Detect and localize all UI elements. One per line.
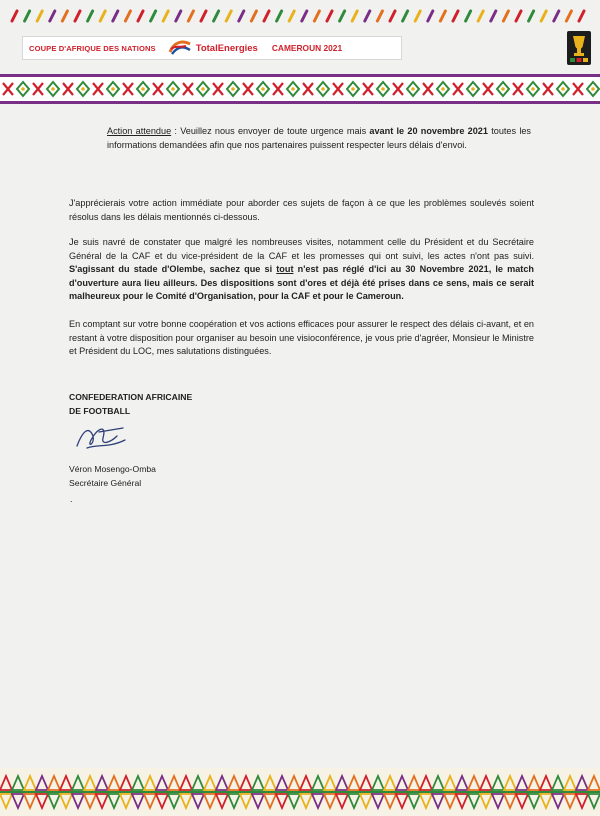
paragraph-2-bold-2: n'est pas réglé d'ici au 30 Novembre 2021, le match d'ouverture aura lieu ailleurs. Des dispositions sont d'ores et déjà été prises dans ce sens, mais ce serait malheureux pour le Comité d'Organisation, pour la CAF et pour le Cameroun. (69, 264, 534, 302)
organization-block (69, 390, 192, 418)
sponsor-logo (168, 40, 258, 56)
paragraph-2 (69, 236, 534, 304)
paragraph-1: J'apprécierais votre action immédiate pour aborder ces sujets de façon à ce que les problèmes soulevés soient résolus dans les délais mentionnés ci-dessous. (69, 198, 534, 222)
paragraph-3: En comptant sur votre bonne coopération et vos actions efficaces pour assurer le respect des délais ci-avant, et en restant à votre disposition pour organiser au besoin une visioconférence, je vous prie d'agréer, Monsieur le Ministre et Président du LOC, mes salutations distinguées. (69, 319, 534, 357)
top-decorative-strokes (8, 8, 592, 24)
organization-line-1: CONFEDERATION AFRICAINE (69, 392, 193, 402)
signer-title: Secrétaire Général (69, 478, 142, 488)
competition-name: COUPE D'AFRIQUE DES NATIONS (29, 43, 156, 53)
host-name: CAMEROUN 2021 (271, 43, 343, 53)
top-pattern-band (0, 74, 600, 104)
paragraph-2-underlined: tout (276, 264, 294, 275)
sponsor-name: TotalEnergies (195, 42, 258, 54)
paragraph-2-text: Je suis navré de constater que malgré les nombreuses visites, notamment celle du Président et du Secrétaire Général de la CAF et du vice-président de la CAF et les promesses qui ont suivi, les actes n'ont pas suivi. (69, 237, 534, 261)
signer-name: Véron Mosengo-Omba (69, 464, 156, 474)
header-banner (22, 36, 402, 60)
action-label: Action attendue (107, 126, 172, 136)
action-text-2: toutes les informations demandées afin que nos partenaires puissent respecter leurs délais d'envoi. (107, 126, 531, 150)
action-deadline: avant le 20 novembre 2021 (369, 126, 488, 136)
organization-line-2: DE FOOTBALL (69, 406, 131, 416)
paragraph-2-bold-1: S'agissant du stade d'Olembe, sachez que si (69, 264, 277, 275)
signer-block (69, 462, 156, 490)
action-text-1: : Veuillez nous envoyer de toute urgence mais (171, 126, 370, 136)
handwritten-signature (73, 418, 129, 458)
afcon-cup-logo-icon (566, 30, 592, 66)
totalenergies-logo-icon (168, 40, 192, 56)
action-paragraph (107, 125, 531, 152)
trailing-mark: . (70, 494, 73, 504)
bottom-pattern-band (0, 768, 600, 816)
